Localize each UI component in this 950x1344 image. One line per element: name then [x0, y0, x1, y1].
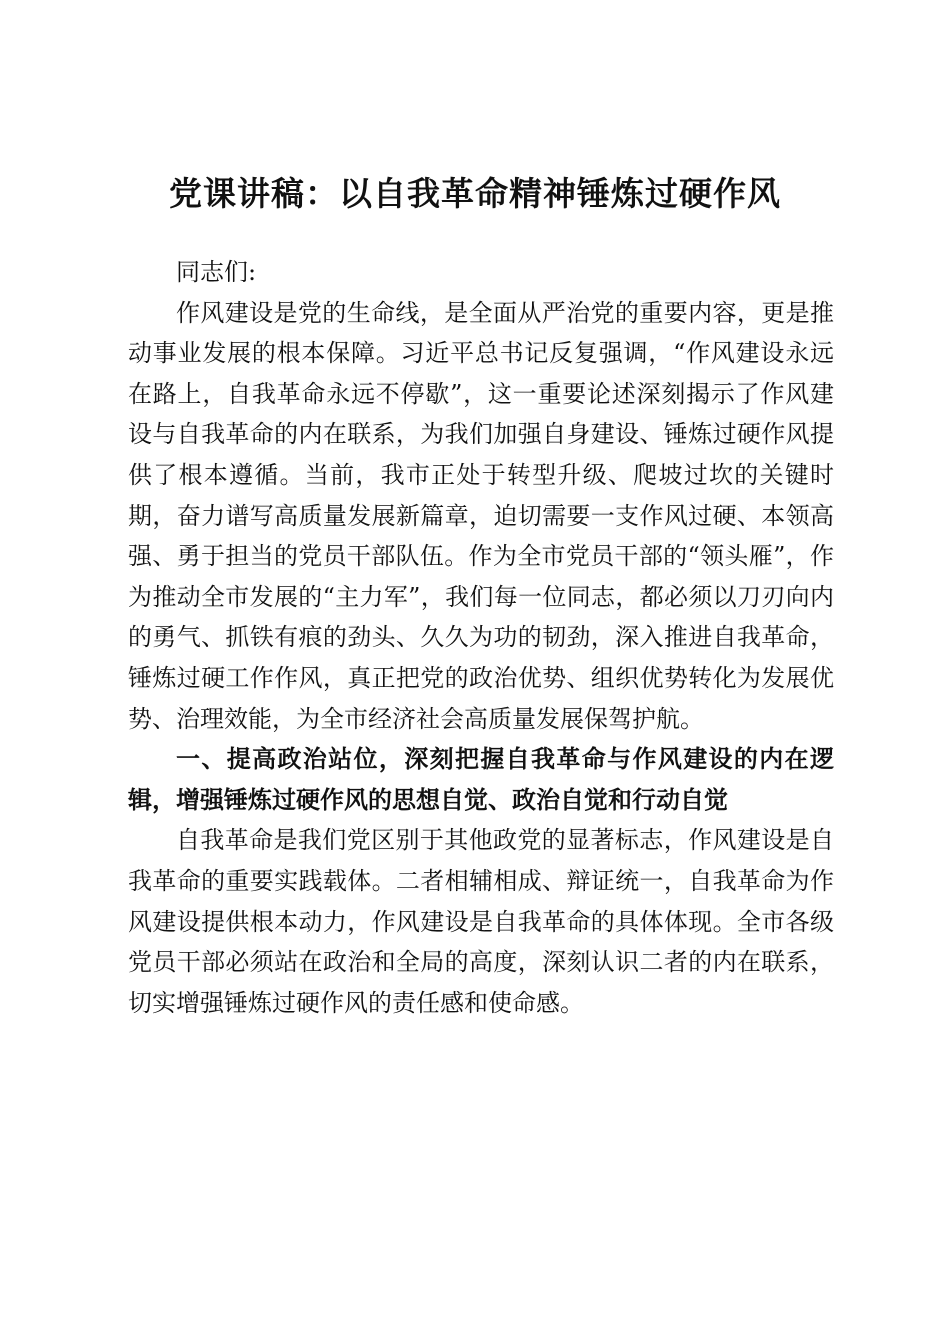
- intro-paragraph: 作风建设是党的生命线，是全面从严治党的重要内容，更是推动事业发展的根本保障。习近平总书记反复强调，“作风建设永远在路上，自我革命永远不停歇”，这一重要论述深刻揭示了作风建设与自我革命的内在联系，为我们加强自身建设、锤炼过硬作风提供了根本遵循。当前，我市正处于转型升级、爬坡过坎的关键时期，奋力谱写高质量发展新篇章，迫切需要一支作风过硬、本领高强、勇于担当的党员干部队伍。作为全市党员干部的“领头雁”，作为推动全市发展的“主力军”，我们每一位同志，都必须以刀刃向内的勇气、抓铁有痕的劲头、久久为功的韧劲，深入推进自我革命，锤炼过硬工作作风，真正把党的政治优势、组织优势转化为发展优势、治理效能，为全市经济社会高质量发展保驾护航。: [128, 298, 834, 733]
- section-heading-1: 一、提高政治站位，深刻把握自我革命与作风建设的内在逻辑，增强锤炼过硬作风的思想自觉、政治自觉和行动自觉: [128, 745, 834, 814]
- document-body: [128, 252, 834, 1023]
- document-title: 党课讲稿：以自我革命精神锤炼过硬作风: [169, 174, 781, 213]
- section-1-paragraph: 自我革命是我们党区别于其他政党的显著标志，作风建设是自我革命的重要实践载体。二者相辅相成、辩证统一，自我革命为作风建设提供根本动力，作风建设是自我革命的具体体现。全市各级党员干部必须站在政治和全局的高度，深刻认识二者的内在联系，切实增强锤炼过硬作风的责任感和使命感。: [128, 826, 834, 1017]
- greeting: 同志们:: [176, 258, 257, 286]
